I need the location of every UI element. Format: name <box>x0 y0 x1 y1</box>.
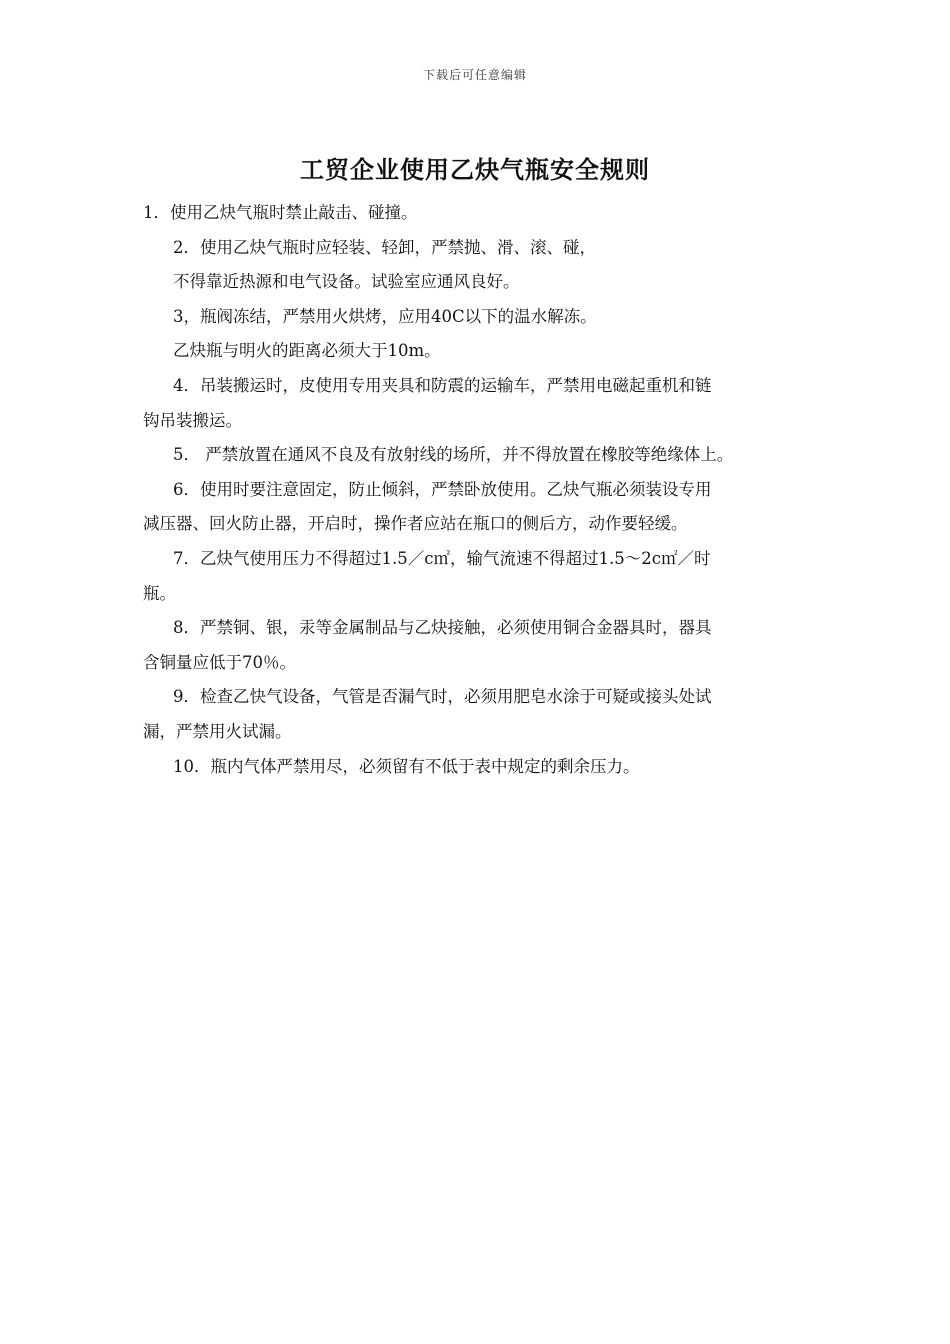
rule-line: 不得靠近热源和电气设备。试验室应通风良好。 <box>173 272 520 292</box>
rule-line: 2．使用乙炔气瓶时应轻装、轻卸，严禁抛、滑、滚、碰， <box>173 237 596 257</box>
rules-body <box>143 196 823 784</box>
rule-line: 9．检查乙快气设备，气管是否漏气时，必须用肥皂水涂于可疑或接头处试 <box>173 687 712 707</box>
rule-line: 漏，严禁用火试漏。 <box>143 721 292 741</box>
rule-line: 10．瓶内气体严禁用尽，必须留有不低于表中规定的剩余压力。 <box>173 756 640 776</box>
rule-line: 减压器、回火防止器，开启时，操作者应站在瓶口的侧后方，动作要轻缓。 <box>143 514 688 534</box>
rule-line: 5． 严禁放置在通风不良及有放射线的场所，并不得放置在橡胶等绝缘体上。 <box>173 445 734 465</box>
rule-line: 瓶。 <box>143 583 176 603</box>
document-title: 工贸企业使用乙炔气瓶安全规则 <box>300 155 650 184</box>
header-note: 下载后可任意编辑 <box>422 68 527 82</box>
rule-line: 4．吊装搬运时，皮使用专用夹具和防震的运输车，严禁用电磁起重机和链 <box>173 375 712 395</box>
rule-line: 7．乙炔气使用压力不得超过1.5／c㎡，输气流速不得超过1.5～2c㎡／时 <box>173 548 711 568</box>
rule-line: 8．严禁铜、银，汞等金属制品与乙炔接触，必须使用铜合金器具时，器具 <box>173 618 712 638</box>
rule-line: 乙炔瓶与明火的距离必须大于10m。 <box>173 341 441 361</box>
rule-line: 钩吊装搬运。 <box>143 410 242 430</box>
rule-line: 含铜量应低于70％。 <box>143 652 296 672</box>
rule-line: 6．使用时要注意固定，防止倾斜，严禁卧放使用。乙炔气瓶必须装设专用 <box>173 479 712 499</box>
rule-line: 1．使用乙炔气瓶时禁止敲击、碰撞。 <box>143 203 418 222</box>
rule-line: 3，瓶阀冻结，严禁用火烘烤，应用40C以下的温水解冻。 <box>173 306 597 326</box>
